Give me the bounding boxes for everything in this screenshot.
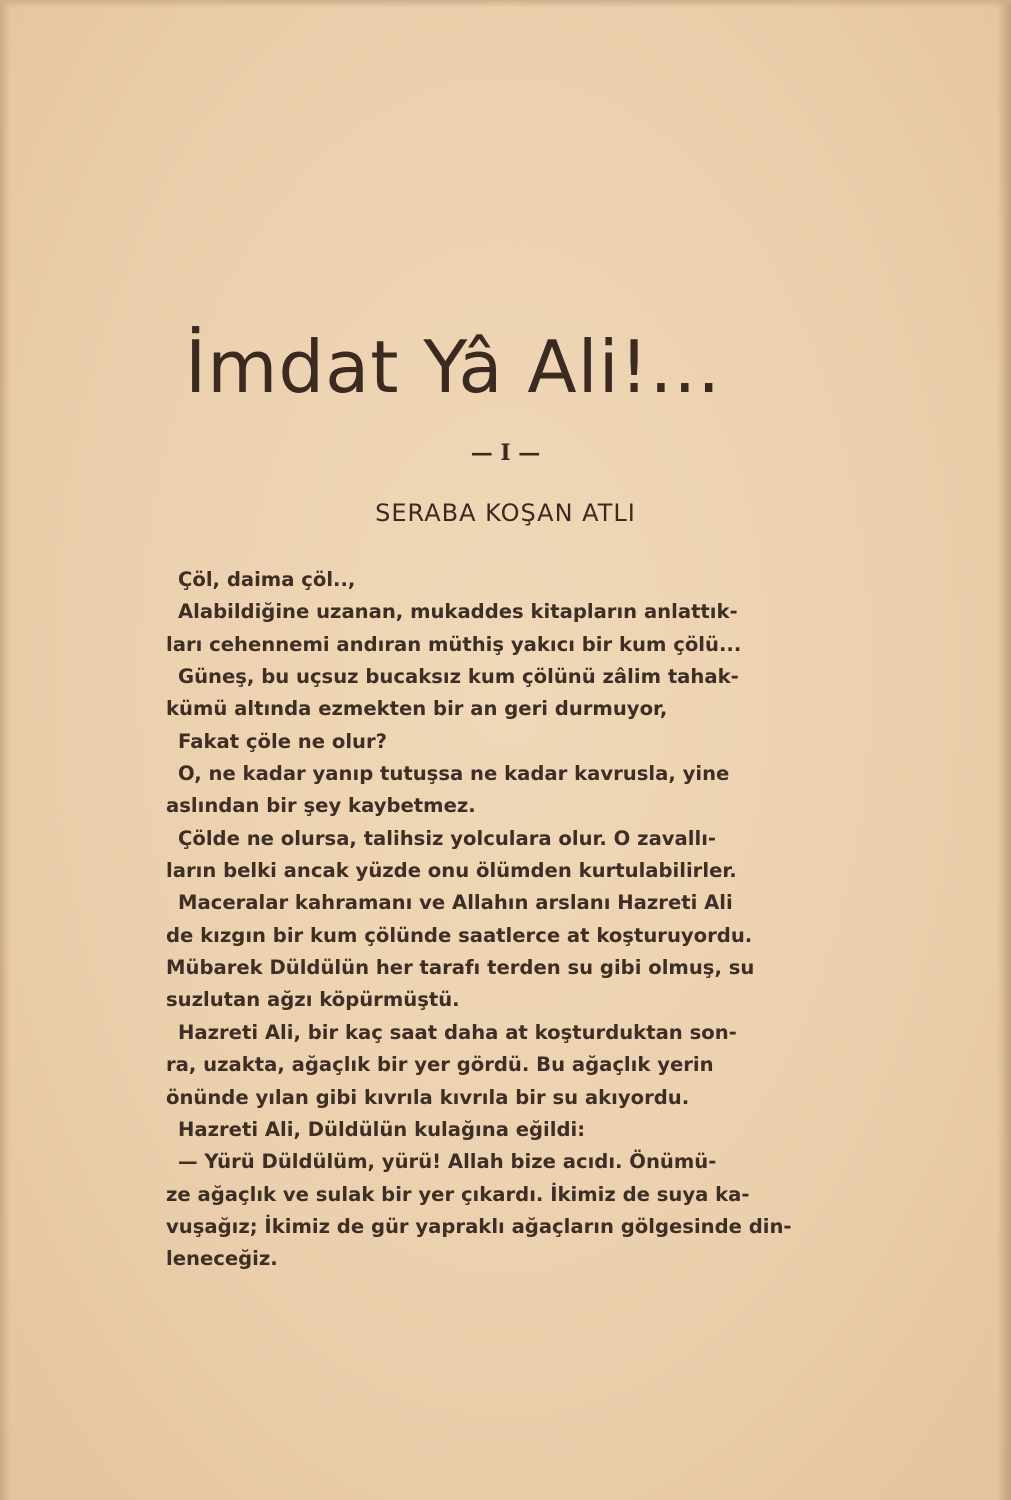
text-line: vuşağız; İkimiz de gür yapraklı ağaçların gölgesinde din- [166,1214,792,1238]
text-line: Alabildiğine uzanan, mukaddes kitapların anlattık- [178,600,738,624]
text-line: ze ağaçlık ve sulak bir yer çıkardı. İkimiz de suya ka- [166,1182,750,1206]
text-line: Çölde ne olursa, talihsiz yolculara olur. O zavallı- [178,826,717,850]
chapter-number: — I — [470,440,541,466]
text-line: ların belki ancak yüzde onu ölümden kurtulabilirler. [166,859,737,883]
page-edge-top [0,0,1011,8]
text-line: Hazreti Ali, Düldülün kulağına eğildi: [178,1117,586,1141]
text-line: Mübarek Düldülün her tarafı terden su gibi olmuş, su [166,956,755,980]
chapter-title: SERABA KOŞAN ATLI [375,499,636,527]
text-line: Güneş, bu uçsuz bucaksız kum çölünü zâlim tahak- [178,665,739,689]
text-line: O, ne kadar yanıp tutuşsa ne kadar kavrusla, yine [178,762,730,786]
text-line: Fakat çöle ne olur? [178,729,388,753]
body-text [166,564,844,1276]
text-line: ra, uzakta, ağaçlık bir yer gördü. Bu ağaçlık yerin [166,1053,714,1077]
text-line: Hazreti Ali, bir kaç saat daha at koşturduktan son- [178,1020,737,1044]
page-edge-left [0,0,10,1500]
text-line: önünde yılan gibi kıvrıla kıvrıla bir su akıyordu. [166,1085,690,1109]
text-line: Maceralar kahramanı ve Allahın arslanı Hazreti Ali [178,891,733,915]
text-line: kümü altında ezmekten bir an geri durmuyor, [166,697,668,721]
text-line: aslından bir şey kaybetmez. [166,794,476,818]
text-line: Çöl, daima çöl.., [178,568,356,591]
page-edge-right [997,0,1011,1500]
text-line: de kızgın bir kum çölünde saatlerce at koşturuyordu. [166,923,753,947]
page-title: İmdat Yâ Ali!... [185,325,722,409]
text-line: leneceğiz. [166,1247,278,1271]
text-line: ları cehennemi andıran müthiş yakıcı bir kum çölü... [166,632,742,656]
text-line: — Yürü Düldülüm, yürü! Allah bize acıdı. Önümü- [178,1150,717,1174]
text-line: suzlutan ağzı köpürmüştü. [166,988,460,1012]
